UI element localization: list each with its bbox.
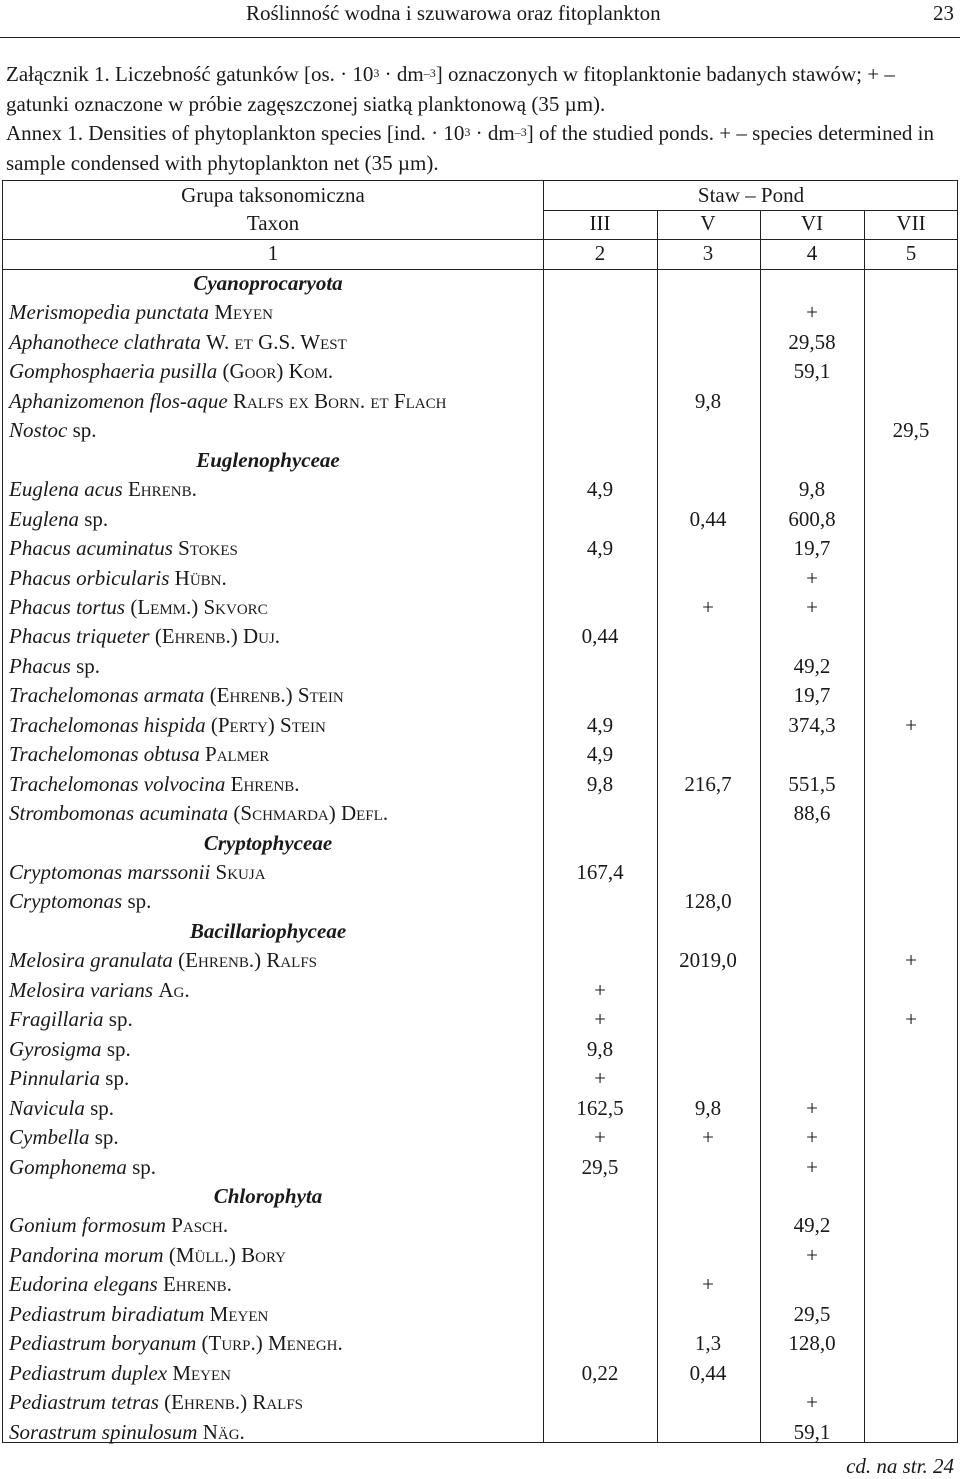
group-heading: Cryptophyceae [203,830,333,855]
density-value: + [806,594,818,619]
species-name: Phacus triqueter [9,624,150,649]
taxon-header-pl: Grupa taksonomiczna [181,183,365,207]
species-author: Skuja [215,860,266,884]
group-heading: Chlorophyta [213,1183,323,1208]
taxon-name [9,416,97,446]
column-number-1: 1 [267,241,279,265]
column-number-4: 4 [806,241,818,265]
species-name: Trachelomonas hispida [9,712,206,737]
density-value: + [905,1007,917,1032]
taxon-name [9,505,108,535]
species-suffix: sp. [94,1125,119,1150]
density-value: + [806,565,818,590]
species-author: (Müll.) Bory [168,1242,287,1267]
species-author: (Lemm.) Skvorc [130,594,268,619]
density-value: 167,4 [576,860,624,884]
species-author: Meyen [172,1360,231,1385]
density-value: 2019,0 [679,948,737,973]
species-author: (Ehrenb.) Ralfs [178,948,318,973]
density-value: + [905,948,917,973]
pond-label-vii: VII [896,211,926,235]
density-value: + [806,1125,818,1150]
density-value: + [594,1066,606,1091]
species-author: Meyen [214,300,273,325]
species-author: Ehrenb. [127,477,197,502]
species-name: Melosira granulata [9,948,173,973]
density-value: 0,44 [689,506,727,531]
species-name: Gomphonema [9,1154,127,1179]
taxon-name [9,1211,228,1241]
column-divider-2 [760,210,761,1442]
taxon-name [9,328,347,358]
density-value: 216,7 [684,771,732,796]
density-value: 29,5 [793,1301,831,1326]
running-head [0,0,960,38]
taxon-name [9,1094,114,1124]
species-name: Phacus [9,653,71,678]
species-name: Fragillaria [9,1007,104,1032]
taxon-name [9,1388,303,1418]
density-value: 128,0 [684,889,732,914]
species-author: (Ehrenb.) Ralfs [164,1390,304,1415]
species-author: Hübn. [174,565,227,590]
caption-english: Annex 1. Densities of phytoplankton species [ind. · $10^3 \cdot dm^{-3}$] of the studied ponds. + – species determined in sample condensed with phytoplankton net (35 µm). [6,121,935,175]
column-number-2: 2 [594,241,606,265]
density-value: + [806,1095,818,1120]
density-value: 4,9 [586,536,614,561]
species-name: Sorastrum spinulosum [9,1419,198,1444]
density-value: 19,7 [793,683,831,708]
pond-label-vi: VI [800,211,824,235]
taxon-name [9,475,197,505]
page-number: 23 [933,1,954,25]
species-author: Näg. [202,1419,245,1444]
group-heading: Bacillariophyceae [189,918,347,943]
column-divider-taxon [543,181,544,1442]
taxon-name [9,298,273,328]
species-suffix: sp. [84,506,109,531]
taxon-name [9,1005,133,1035]
density-value: 4,9 [586,742,614,767]
density-value: 29,5 [892,418,930,443]
taxon-name [9,711,326,741]
species-name: Pandorina morum [9,1242,164,1267]
density-value: 374,3 [788,712,836,737]
species-author: (Turp.) Menegh. [201,1331,343,1356]
taxon-name [9,887,151,917]
species-author: W. et G.S. West [206,329,347,354]
density-value: + [594,1125,606,1150]
density-value: + [702,1272,714,1297]
species-name: Euglena acus [9,477,123,502]
species-name: Cryptomonas marssonii [9,860,211,884]
species-author: Palmer [205,742,270,767]
species-name: Trachelomonas armata [9,683,205,708]
taxon-name [9,1418,245,1448]
density-value: 59,1 [793,359,831,384]
species-suffix: sp. [72,418,97,443]
density-value: 88,6 [793,801,831,826]
species-name: Pediastrum biradiatum [9,1301,205,1326]
density-value: 128,0 [788,1331,836,1356]
density-value: 1,3 [694,1331,722,1356]
density-value: 162,5 [576,1095,624,1120]
running-title: Roślinność wodna i szuwarowa oraz fitoplankton [246,1,661,25]
density-value: 29,58 [788,329,836,354]
species-author: Stokes [178,536,238,561]
species-name: Melosira varians [9,977,154,1002]
species-name: Cymbella [9,1125,90,1150]
species-author: (Ehrenb.) Stein [209,683,344,708]
species-author: Meyen [209,1301,269,1326]
density-value: + [594,1007,606,1032]
density-value: + [702,1125,714,1150]
species-suffix: sp. [106,1036,131,1061]
taxon-name [9,1300,268,1330]
density-value: + [806,1390,818,1415]
taxon-name [9,1329,343,1359]
taxon-name [9,1035,131,1065]
density-value: + [905,712,917,737]
species-author: (Perty) Stein [210,712,326,737]
density-value: 29,5 [581,1154,619,1179]
species-name: Gomphosphaeria pusilla [9,359,218,384]
species-name: Gyrosigma [9,1036,102,1061]
taxon-name [9,770,300,800]
species-author: Ralfs ex Born. et Flach [232,388,447,413]
density-value: + [594,977,606,1002]
species-suffix: sp. [105,1066,130,1091]
species-author: (Schmarda) Defl. [233,801,389,826]
species-suffix: sp. [132,1154,157,1179]
species-author: Ehrenb. [230,771,300,796]
pond-label-iii: III [589,211,611,235]
species-name: Cryptomonas [9,889,123,914]
taxon-name [9,1123,119,1153]
species-name: Nostoc [9,418,68,443]
caption-polish: Załącznik 1. Liczebność gatunków [os. · $10^3 \cdot dm^{-3}$] oznaczonych w fitoplanktonie badanych stawów; + – gatunki oznaczone w próbie zagęszczonej siatką planktonową (35 µm). [6,62,895,116]
species-name: Phacus tortus [9,594,126,619]
species-author: Ehrenb. [162,1272,232,1297]
taxon-name [9,1359,231,1389]
taxon-name [9,1270,232,1300]
pond-label-v: V [700,211,716,235]
species-name: Pediastrum boryanum [9,1331,197,1356]
density-value: + [806,1154,818,1179]
species-suffix: sp. [90,1095,115,1120]
taxon-name [9,681,344,711]
group-heading: Euglenophyceae [196,447,340,472]
column-divider-3 [864,210,865,1442]
taxon-name [9,593,268,623]
species-suffix: sp. [127,889,152,914]
species-suffix: sp. [76,653,101,678]
taxon-name [9,1064,129,1094]
density-value: + [806,1242,818,1267]
taxon-name [9,1241,286,1271]
phytoplankton-table [2,180,958,1443]
species-name: Euglena [9,506,79,531]
taxon-name [9,564,227,594]
density-value: 59,1 [793,1419,831,1444]
taxon-name [9,740,269,770]
column-number-5: 5 [905,241,917,265]
density-value: 4,9 [586,477,614,502]
species-name: Trachelomonas volvocina [9,771,226,796]
density-value: 9,8 [798,477,826,502]
taxon-name [9,976,190,1006]
density-value: 9,8 [694,1095,722,1120]
taxon-name [9,387,446,417]
pond-header: Staw – Pond [697,183,805,207]
column-number-3: 3 [702,241,714,265]
table-caption [6,60,958,178]
species-name: Gonium formosum [9,1213,166,1238]
species-suffix: sp. [108,1007,133,1032]
species-name: Navicula [9,1095,85,1120]
taxon-name [9,1153,156,1183]
density-value: 9,8 [586,771,614,796]
taxon-name [9,357,333,387]
species-name: Merismopedia punctata [9,300,210,325]
density-value: 600,8 [788,506,836,531]
continued-note: cd. na str. 24 [846,1454,954,1478]
species-name: Phacus acuminatus [9,536,173,561]
species-name: Pediastrum duplex [9,1360,168,1385]
taxon-name [9,799,388,829]
taxon-name [9,858,266,888]
species-name: Phacus orbicularis [9,565,170,590]
species-name: Aphanizomenon flos-aque [9,388,228,413]
density-value: 0,44 [581,624,619,649]
taxon-header-en: Taxon [246,211,300,235]
density-value: 49,2 [793,653,831,678]
density-value: + [702,594,714,619]
species-author: (Ehrenb.) Duj. [154,624,281,649]
density-value: + [806,300,818,325]
taxon-name [9,946,317,976]
taxon-name [9,622,280,652]
density-value: 9,8 [694,388,722,413]
density-value: 551,5 [788,771,836,796]
taxon-name [9,652,100,682]
density-value: 0,44 [689,1360,727,1385]
species-author: Pasch. [171,1213,229,1238]
density-value: 4,9 [586,712,614,737]
taxon-name [9,534,238,564]
density-value: 0,22 [581,1360,619,1385]
density-value: 19,7 [793,536,831,561]
density-value: 9,8 [586,1036,614,1061]
species-author: Ag. [158,977,190,1002]
species-name: Aphanothece clathrata [9,329,201,354]
species-author: (Goor) Kom. [222,359,334,384]
species-name: Strombomonas acuminata [9,801,229,826]
species-name: Trachelomonas obtusa [9,742,200,767]
group-heading: Cyanoprocaryota [193,271,343,295]
species-name: Eudorina elegans [9,1272,158,1297]
density-value: 49,2 [793,1213,831,1238]
species-name: Pinnularia [9,1066,101,1091]
species-name: Pediastrum tetras [9,1390,159,1415]
